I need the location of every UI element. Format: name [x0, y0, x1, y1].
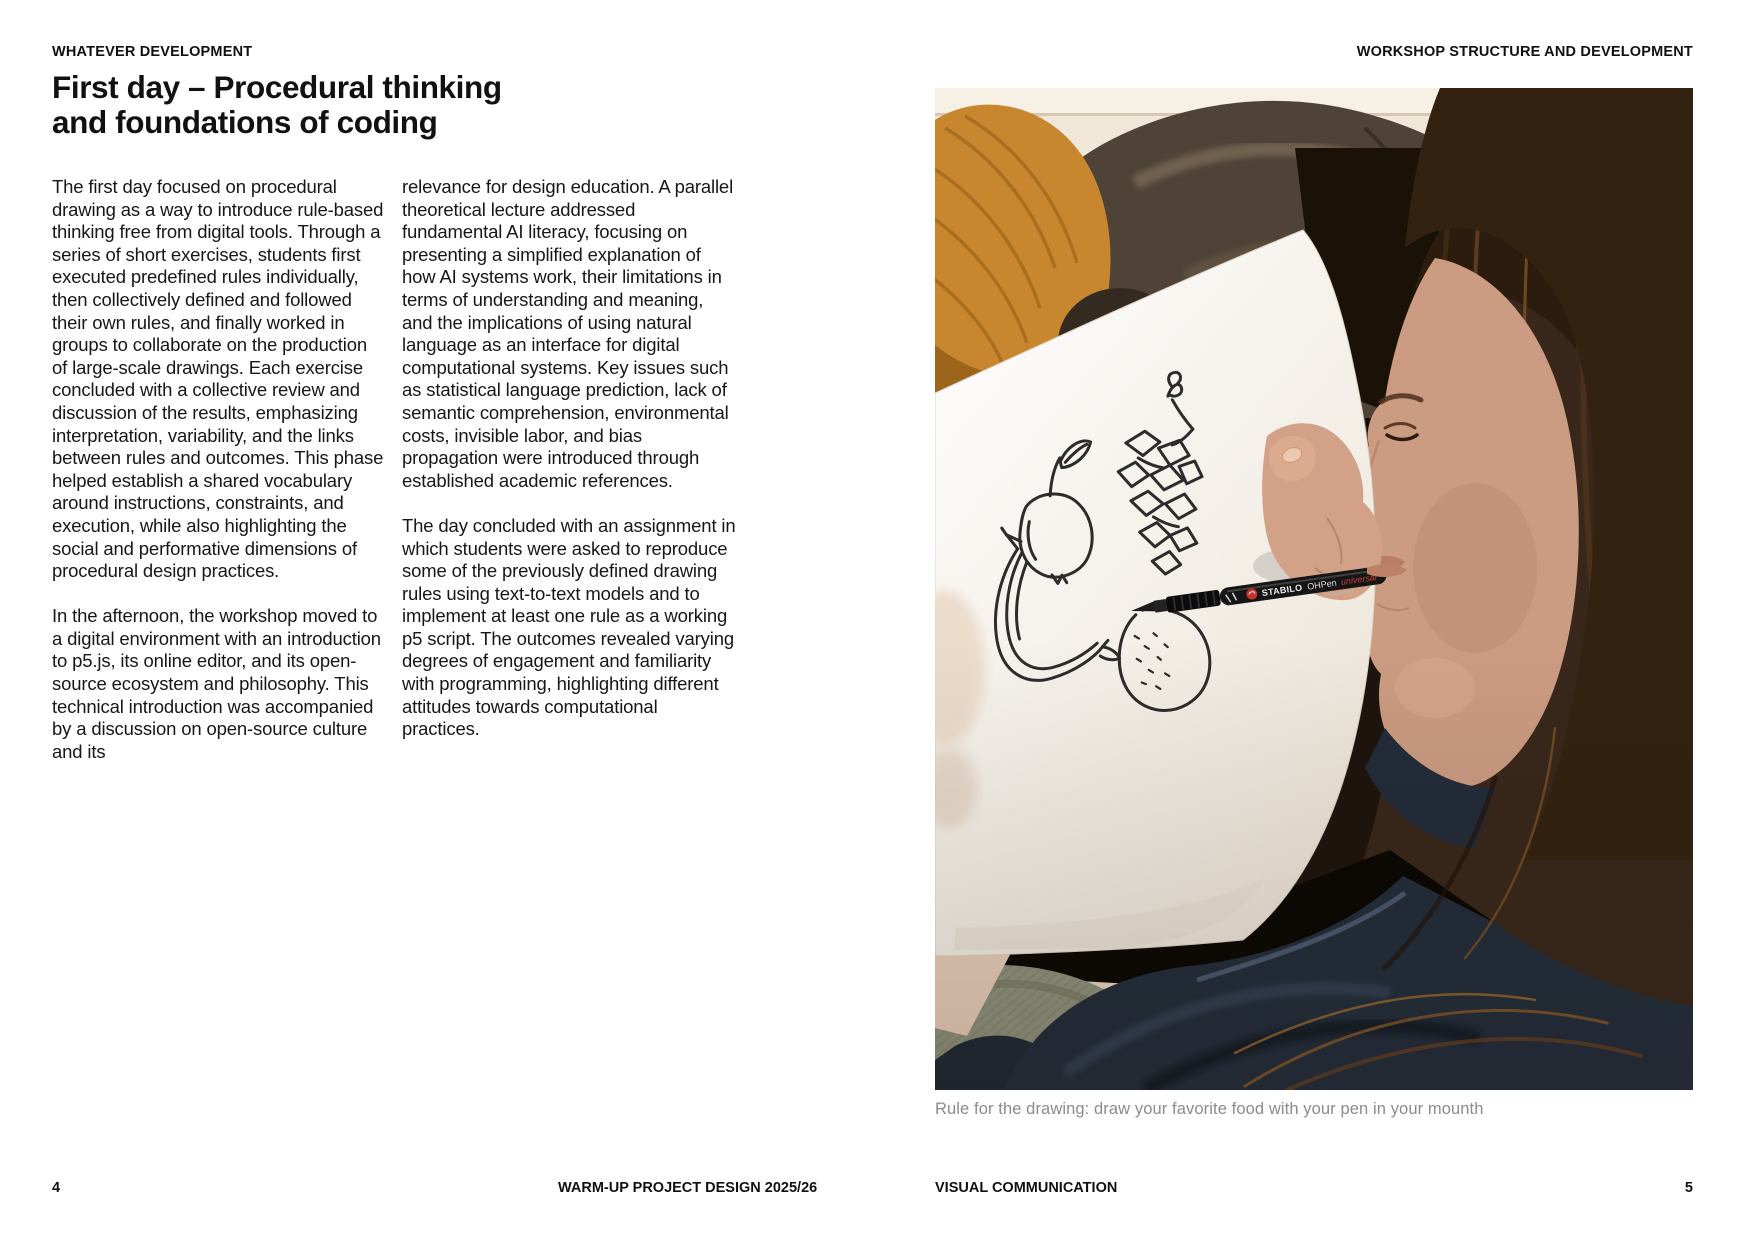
photo-caption: Rule for the drawing: draw your favorite food with your pen in your mounth	[935, 1100, 1484, 1118]
vignette-overlay	[935, 88, 1693, 1090]
body-paragraph: In the afternoon, the workshop moved to a digital environment with an introduction to p5.js, its online editor, and its open-source ecosystem and philosophy. This technical introduction was accompanied by a discussion on open-source culture and its	[52, 605, 381, 762]
body-paragraph: relevance for design education. A parallel theoretical lecture addressed fundamental AI literacy, focusing on presenting a simplified explanation of how AI systems work, their limitations in terms of understanding and meaning, and the implications of using natural language as an interface for digital computational systems. Key issues such as statistical language prediction, lack of semantic comprehension, environmental costs, invisible labor, and bias propagation were introduced through established academic references.	[402, 176, 734, 491]
body-paragraph: The day concluded with an assignment in which students were asked to reproduce some of the previously defined drawing rules using text-to-text models and to implement at least one rule as a working p5 script. The outcomes revealed varying degrees of engagement and familiarity with programming, highlighting different attitudes towards computational practices.	[402, 514, 736, 740]
footer-project-label: WARM-UP PROJECT DESIGN 2025/26	[558, 1180, 818, 1196]
body-column-1	[52, 176, 386, 786]
running-head-right: WORKSHOP STRUCTURE AND DEVELOPMENT	[1356, 44, 1693, 60]
title-line-1: First day – Procedural thinking	[52, 69, 502, 105]
page-title	[52, 70, 502, 140]
body-columns	[52, 176, 736, 786]
footer-page-number-left: 4	[52, 1180, 61, 1196]
title-line-2: and foundations of coding	[52, 104, 438, 140]
body-column-2	[402, 176, 736, 786]
footer-page-number-right: 5	[1684, 1180, 1693, 1196]
workshop-photo	[935, 88, 1693, 1090]
running-head-left: WHATEVER DEVELOPMENT	[52, 44, 253, 60]
body-paragraph: The first day focused on procedural drawing as a way to introduce rule-based thinking free from digital tools. Through a series of short exercises, students first executed predefined rules individually, then collectively defined and followed their own rules, and finally worked in groups to collaborate on the production of large-scale drawings. Each exercise concluded with a collective review and discussion of the results, emphasizing interpretation, variability, and the links between rules and outcomes. This phase helped establish a shared vocabulary around instructions, constraints, and execution, while also highlighting the social and performative dimensions of procedural design practices.	[52, 176, 384, 582]
photo-figure	[935, 88, 1693, 1119]
footer-course-label: VISUAL COMMUNICATION	[935, 1180, 1118, 1196]
